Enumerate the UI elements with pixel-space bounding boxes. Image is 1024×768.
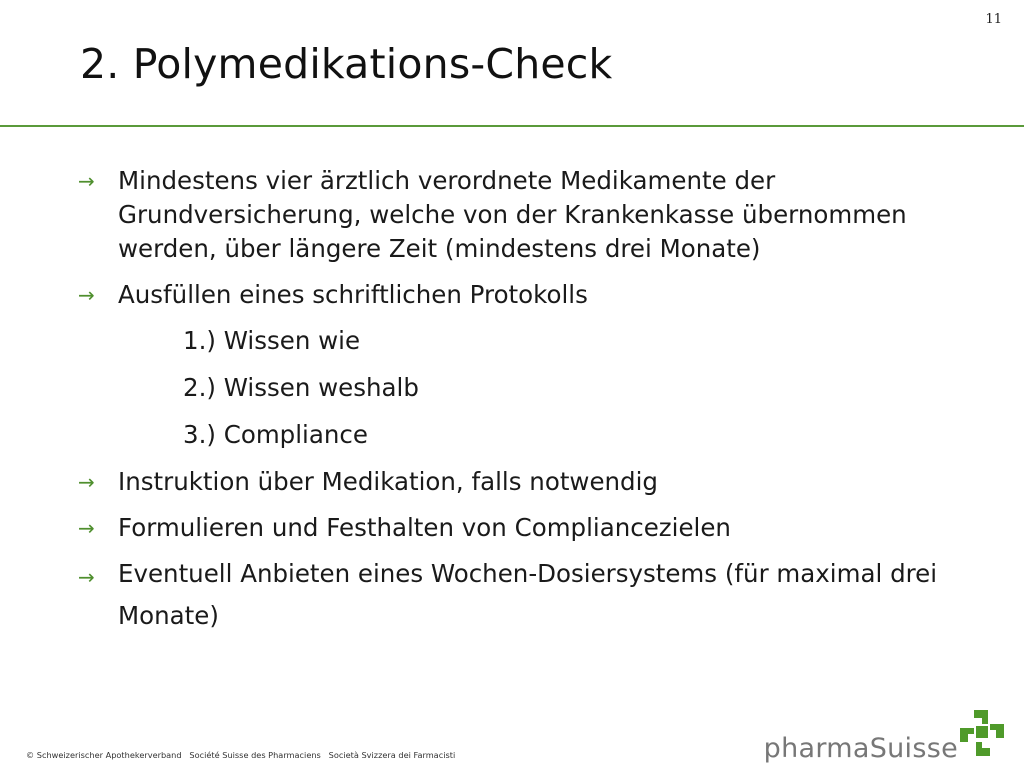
sub-item: 2.) Wissen weshalb [183,373,419,402]
footer-copyright: © Schweizerischer Apothekerverband Société Suisse des Pharmaciens Società Svizzera dei Farmacisti [26,750,456,760]
right-arrow-icon: → [78,516,95,540]
right-arrow-icon: → [78,169,95,193]
bullet-item [78,278,958,312]
sub-item: 3.) Compliance [183,420,368,449]
logo-text: pharmaSuisse [763,733,958,764]
bullet-text: Ausfüllen eines schriftlichen Protokolls [118,280,588,309]
bullet-text: Formulieren und Festhalten von Compliancezielen [118,513,731,542]
bullet-text: Instruktion über Medikation, falls notwendig [118,467,658,496]
bullet-text: Mindestens vier ärztlich verordnete Medikamente der Grundversicherung, welche von der Krankenkasse übernommen werden, über längere Zeit (mindestens drei Monate) [118,166,907,263]
slide-content [78,164,958,649]
right-arrow-icon: → [78,470,95,494]
slide-number: 11 [985,12,1002,27]
bullet-item [78,164,958,266]
right-arrow-icon: → [78,565,95,589]
bullet-item [78,511,958,545]
bullet-item [78,553,958,637]
bullet-text: Eventuell Anbieten eines Wochen-Dosiersystems (für maximal drei Monate) [118,559,938,630]
right-arrow-icon: → [78,283,95,307]
title-divider [0,125,1024,127]
pharmasuisse-cross-icon [958,708,1006,758]
bullet-item [78,465,958,499]
sub-item: 1.) Wissen wie [183,326,361,355]
page-title: 2. Polymedikations-Check [80,40,613,88]
